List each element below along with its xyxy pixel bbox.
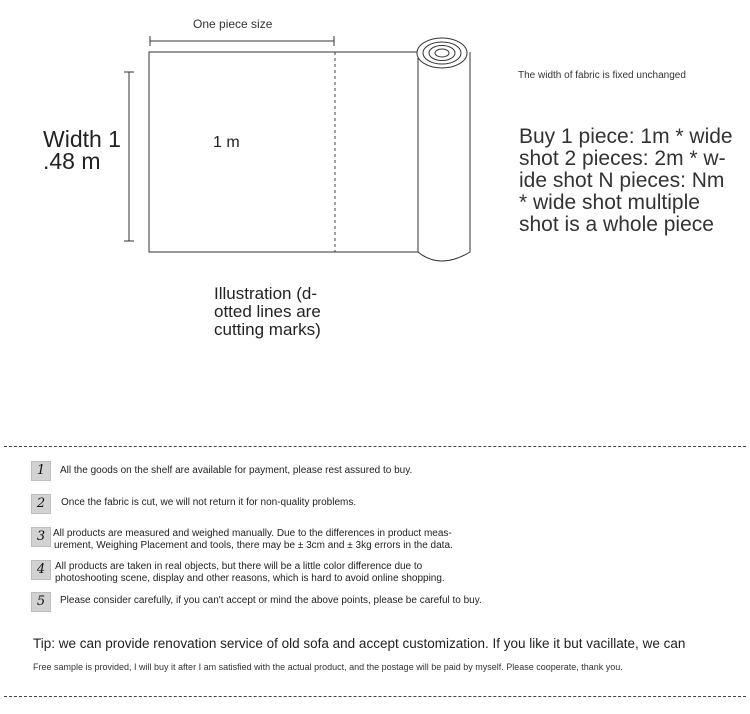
- top-dashed-divider: [4, 446, 746, 447]
- width-label-line-1: Width 1: [43, 126, 121, 152]
- note-text: [55, 561, 445, 585]
- fabric-roll-body: [418, 52, 470, 261]
- buy-explanation-line: * wide shot multiple: [519, 191, 700, 214]
- buy-explanation-line: Buy 1 piece: 1m * wide: [519, 125, 733, 148]
- note-number-badge: 3: [31, 527, 51, 547]
- fabric-roll-end: [417, 38, 467, 68]
- note-text: Please consider carefully, if you can't accept or mind the above points, please be careful to buy.: [60, 595, 482, 606]
- sample-note: Free sample is provided, I will buy it after I am satisfied with the actual product, and the postage will be paid by myself. Please cooperate, thank you.: [33, 662, 623, 672]
- note-text-line: All products are measured and weighed manually. Due to the differences in product meas-: [53, 528, 452, 539]
- buy-explanation-line: shot 2 pieces: 2m * w-: [519, 147, 726, 170]
- length-label: 1 m: [213, 134, 240, 151]
- note-number-badge: 1: [31, 461, 51, 481]
- one-piece-dimension-line: [150, 36, 334, 46]
- width-dimension-line: [124, 72, 134, 241]
- caption-line: otted lines are: [214, 302, 321, 321]
- note-text: [53, 528, 453, 552]
- one-piece-size-label: One piece size: [193, 17, 273, 31]
- note-text: All the goods on the shelf are available for payment, please rest assured to buy.: [60, 465, 413, 476]
- note-number-badge: 2: [31, 494, 51, 514]
- buy-explanation-line: shot is a whole piece: [519, 213, 714, 236]
- note-number-badge: 4: [31, 560, 51, 580]
- note-text-line: photoshooting scene, display and other reasons, which is hard to avoid online shopping.: [55, 573, 445, 584]
- note-text-line: urement, Weighing Placement and tools, there may be ± 3cm and ± 3kg errors in the data.: [54, 540, 453, 551]
- width-label-line-2: .48 m: [43, 148, 101, 174]
- caption-line: Illustration (d-: [214, 284, 317, 303]
- buy-explanation: [519, 126, 734, 236]
- width-fixed-note: The width of fabric is fixed unchanged: [518, 70, 686, 81]
- bottom-dashed-divider: [4, 696, 746, 697]
- buy-explanation-line: ide shot N pieces: Nm: [519, 169, 725, 192]
- fabric-sheet: [149, 52, 434, 252]
- tip-text: Tip: we can provide renovation service of old sofa and accept customization. If you like it but vacillate, we can: [33, 636, 686, 651]
- note-text: Once the fabric is cut, we will not return it for non-quality problems.: [61, 497, 357, 508]
- caption-line: cutting marks): [214, 320, 321, 339]
- note-text-line: All products are taken in real objects, but there will be a little color difference due to: [55, 561, 423, 572]
- illustration-caption: [214, 285, 321, 339]
- note-number-badge: 5: [31, 592, 51, 612]
